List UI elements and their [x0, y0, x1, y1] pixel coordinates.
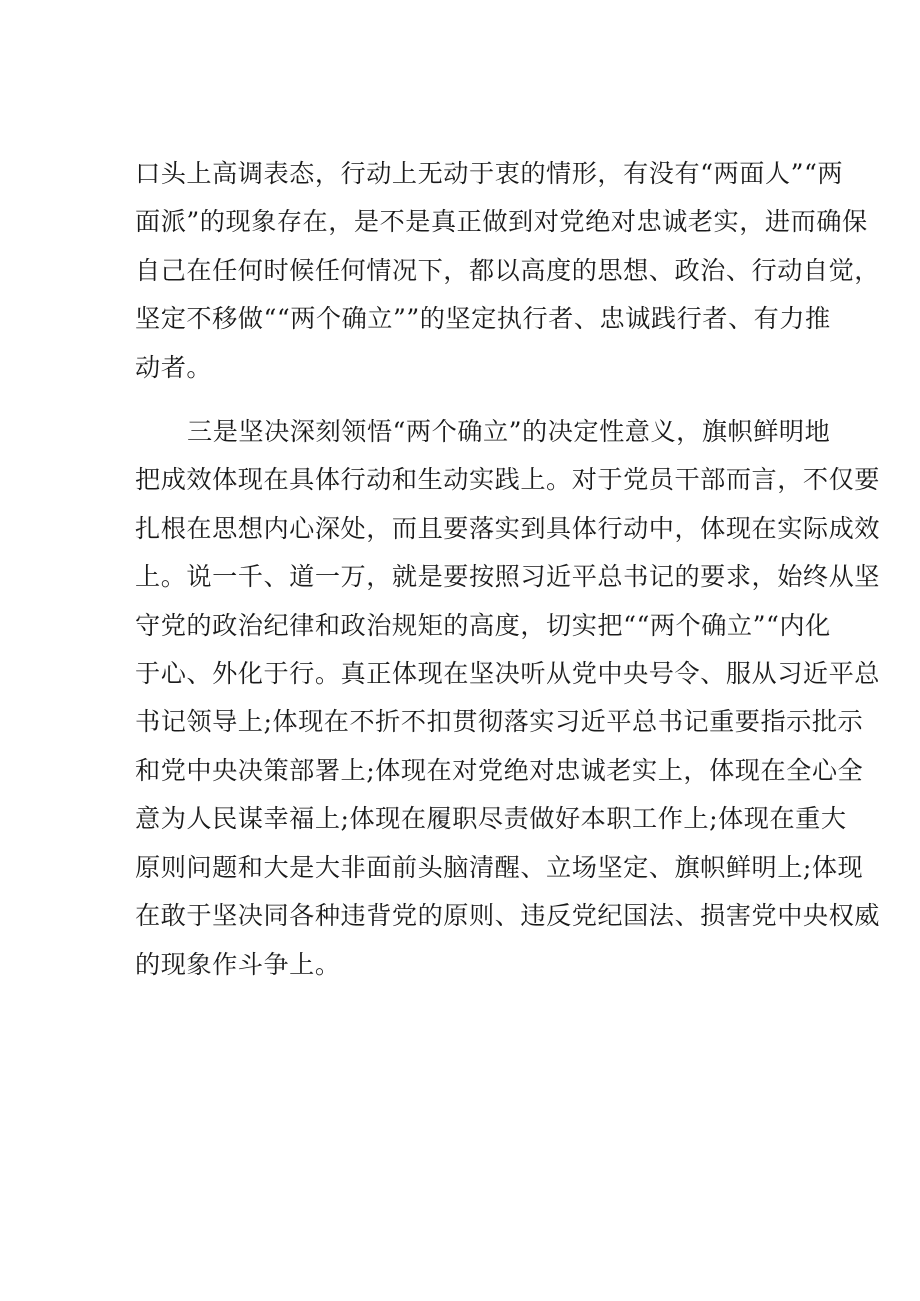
text-line: 书记领导上;体现在不折不扣贯彻落实习近平总书记重要指示批示 [135, 707, 864, 737]
text-line: 意为人民谋幸福上;体现在履职尽责做好本职工作上;体现在重大 [135, 804, 847, 834]
text-line: 守党的政治纪律和政治规矩的高度，切实把““两个确立”“内化 [135, 610, 831, 640]
text-line: 面派”的现象存在，是不是真正做到对党绝对忠诚老实，进而确保 [135, 207, 868, 237]
text-line: 的现象作斗争上。 [135, 949, 341, 979]
text-line: 把成效体现在具体行动和生动实践上。对于党员干部而言，不仅要 [135, 465, 880, 495]
text-line: 动者。 [135, 352, 213, 382]
text-line: 三是坚决深刻领悟“两个确立”的决定性意义，旗帜鲜明地 [187, 417, 831, 447]
text-line: 口头上高调表态，行动上无动于衷的情形，有没有“两面人”“两 [135, 159, 844, 188]
text-line: 自己在任何时候任何情况下，都以高度的思想、政治、行动自觉， [135, 255, 880, 285]
paragraph-1 [135, 150, 880, 392]
text-line: 于心、外化于行。真正体现在坚决听从党中央号令、服从习近平总 [135, 659, 880, 689]
text-line: 原则问题和大是大非面前头脑清醒、立场坚定、旗帜鲜明上;体现 [135, 852, 864, 882]
text-line: 和党中央决策部署上;体现在对党绝对忠诚老实上，体现在全心全 [135, 755, 864, 785]
text-line: 坚定不移做““两个确立””的坚定执行者、忠诚践行者、有力推 [135, 304, 831, 334]
body-text [135, 150, 880, 989]
paragraph-2 [135, 408, 880, 989]
text-line: 扎根在思想内心深处，而且要落实到具体行动中，体现在实际成效 [135, 513, 880, 543]
text-line: 在敢于坚决同各种违背党的原则、违反党纪国法、损害党中央权威 [135, 901, 880, 931]
text-line: 上。说一千、道一万，就是要按照习近平总书记的要求，始终从坚 [135, 562, 880, 592]
